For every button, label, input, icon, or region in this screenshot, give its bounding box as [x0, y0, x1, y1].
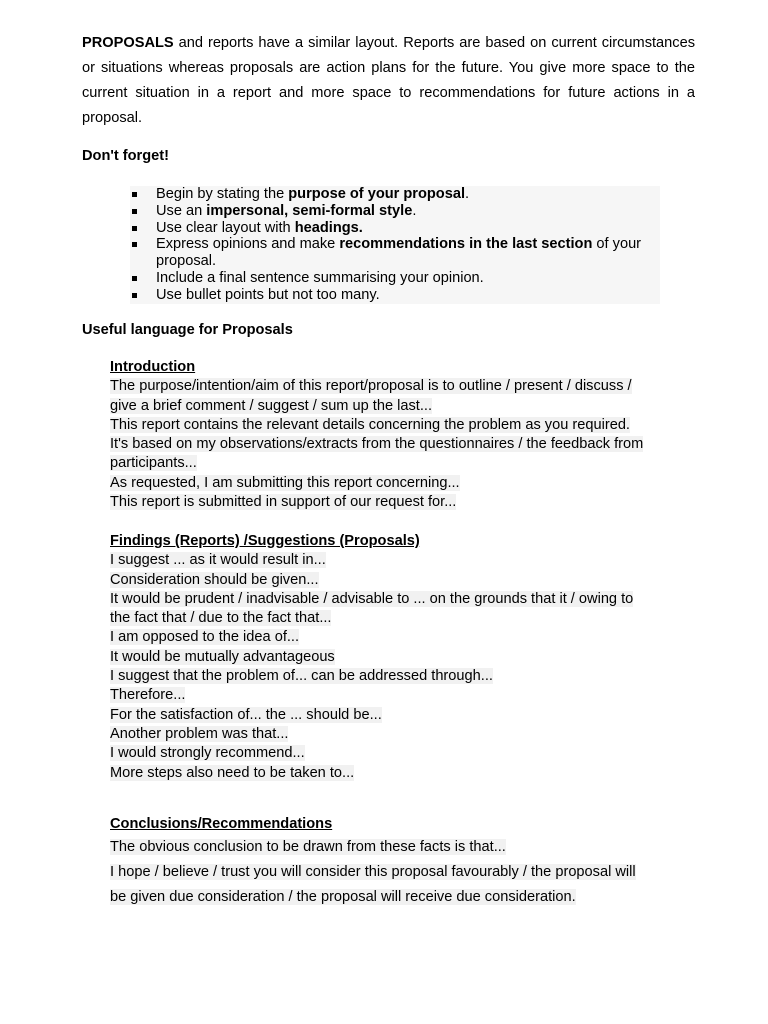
phrase-text: It's based on my observations/extracts from the questionnaires / the feedback from [110, 436, 644, 453]
bullet-item [130, 236, 660, 270]
bullet-text-after: . [465, 186, 470, 202]
bullet-item [130, 270, 660, 287]
phrase-text: The obvious conclusion to be drawn from these facts is that... [110, 839, 506, 855]
introduction-section [110, 358, 710, 512]
bullet-text: Use an [156, 202, 207, 219]
phrase-text: Consideration should be given... [110, 571, 319, 588]
phrase-line [110, 885, 710, 910]
bullet-item [130, 287, 660, 304]
phrase-line [110, 416, 710, 435]
bullet-bold-text: impersonal, semi-formal style [206, 202, 413, 219]
phrase-line [110, 725, 710, 744]
phrase-text: Therefore... [110, 687, 186, 704]
phrase-line [110, 706, 710, 725]
bullet-bold-text: purpose of your proposal [288, 186, 466, 202]
phrase-text: I would strongly recommend... [110, 745, 305, 762]
phrase-text: It would be prudent / inadvisable / advisable to ... on the grounds that it / owing to [110, 590, 634, 607]
phrase-line [110, 686, 710, 705]
phrase-text: give a brief comment / suggest / sum up the last... [110, 397, 433, 414]
phrase-line [110, 571, 710, 590]
bullet-item [130, 220, 660, 237]
bullet-text: Use bullet points but not too many. [156, 286, 380, 303]
phrase-text: Another problem was that... [110, 725, 289, 742]
phrase-text: I am opposed to the idea of... [110, 629, 300, 646]
phrase-text: This report contains the relevant details concerning the problem as you required. [110, 416, 630, 433]
square-bullet-icon [132, 226, 137, 231]
square-bullet-icon [132, 242, 137, 247]
phrase-text: I hope / believe / trust you will consider this proposal favourably / the proposal will [110, 864, 636, 880]
intro-text: and reports have a similar layout. Reports are based on current circumstances or situations whereas proposals are action plans for the future. You give more space to the current situation in a report and more space to recommendations for future actions in a proposal. [82, 35, 695, 126]
phrase-line [110, 667, 710, 686]
findings-phrases [110, 551, 710, 783]
tips-bullet-list [130, 186, 660, 304]
conclusions-heading: Conclusions/Recommendations [110, 816, 333, 832]
phrase-line [110, 397, 710, 416]
phrase-text: More steps also need to be taken to... [110, 764, 355, 781]
phrase-text: This report is submitted in support of our request for... [110, 494, 457, 511]
phrase-line [110, 744, 710, 763]
phrase-text: the fact that / due to the fact that... [110, 610, 332, 627]
phrase-line [110, 648, 710, 667]
bullet-text: Begin by stating the [156, 186, 289, 202]
bullet-text: Use clear layout with [156, 219, 295, 236]
phrase-line [110, 764, 710, 783]
bullet-item [130, 203, 660, 220]
phrase-line [110, 474, 710, 493]
phrase-line [110, 454, 710, 473]
phrase-text: I suggest that the problem of... can be addressed through... [110, 668, 493, 685]
findings-section [110, 532, 710, 783]
phrase-line [110, 493, 710, 512]
bullet-item [130, 186, 660, 203]
phrase-text: It would be mutually advantageous [110, 648, 335, 665]
phrase-line [110, 551, 710, 570]
phrase-line [110, 590, 710, 609]
intro-paragraph [82, 31, 695, 131]
phrase-line [110, 860, 710, 885]
bullet-text-after: . [412, 202, 417, 219]
phrase-line [110, 609, 710, 628]
phrase-line [110, 628, 710, 647]
phrase-line [110, 377, 710, 396]
phrase-text: As requested, I am submitting this report concerning... [110, 474, 460, 491]
bullet-bold-text: headings. [294, 219, 363, 236]
intro-lead: PROPOSALS [82, 35, 174, 51]
bullet-bold-text: recommendations in the last section [339, 236, 593, 253]
introduction-heading: Introduction [110, 359, 196, 375]
bullet-text: Include a final sentence summarising your opinion. [156, 269, 484, 286]
phrase-text: participants... [110, 455, 197, 472]
phrase-text: I suggest ... as it would result in... [110, 552, 326, 569]
phrase-line [110, 435, 710, 454]
bullet-text-after: of your proposal. [156, 236, 642, 270]
square-bullet-icon [132, 209, 137, 214]
square-bullet-icon [132, 192, 137, 197]
conclusions-section [110, 813, 710, 910]
bullet-text: Express opinions and make [156, 236, 340, 253]
dont-forget-heading: Don't forget! [82, 148, 169, 164]
phrase-line [110, 835, 710, 860]
square-bullet-icon [132, 293, 137, 298]
introduction-phrases [110, 377, 710, 512]
useful-language-heading: Useful language for Proposals [82, 322, 293, 338]
phrase-text: The purpose/intention/aim of this report/proposal is to outline / present / discuss / [110, 378, 632, 395]
phrase-text: For the satisfaction of... the ... should be... [110, 706, 382, 723]
findings-heading: Findings (Reports) /Suggestions (Proposals) [110, 533, 420, 549]
conclusions-phrases [110, 835, 710, 910]
square-bullet-icon [132, 276, 137, 281]
phrase-text: be given due consideration / the proposal will receive due consideration. [110, 889, 576, 905]
